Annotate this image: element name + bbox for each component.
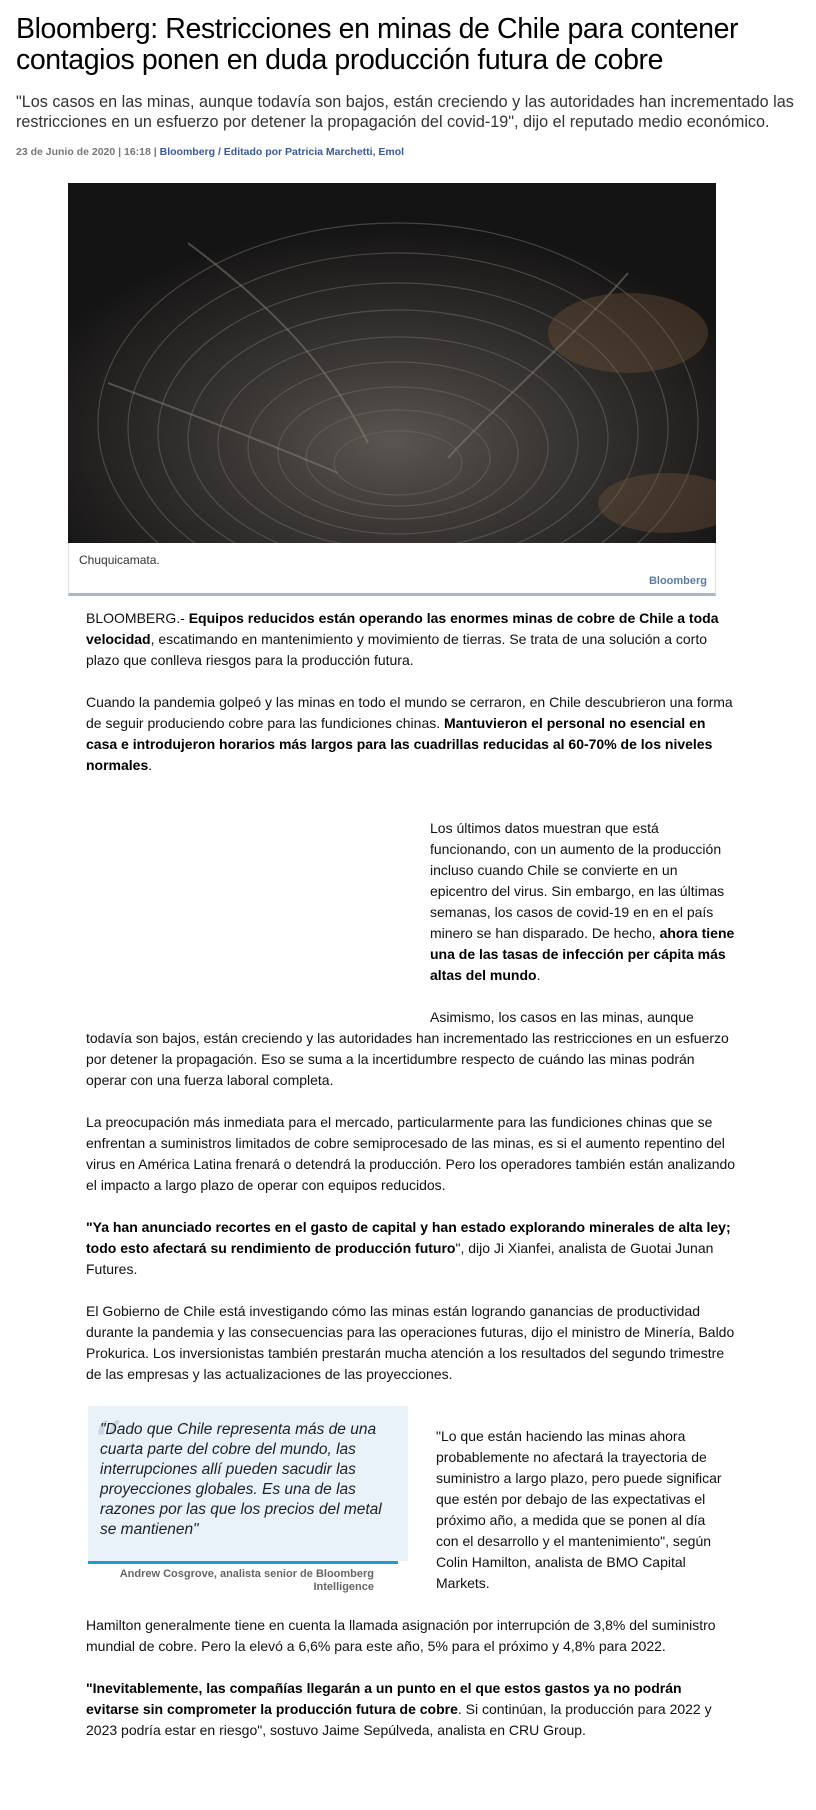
figure-credit: Bloomberg — [648, 575, 707, 587]
article-source-link[interactable]: Bloomberg / Editado por Patricia Marchetti, Emol — [159, 146, 405, 158]
quote-mark-icon: “ — [92, 1409, 123, 1479]
pullquote-author: Andrew Cosgrove, analista senior de Bloomberg Intelligence — [119, 1568, 374, 1593]
figure-caption-box — [68, 543, 716, 596]
page-title: Bloomberg: Restricciones en minas de Chile para contener contagios ponen en duda producción futura de cobre — [16, 13, 739, 76]
pullquote-text: "Dado que Chile representa más de una cuarta parte del cobre del mundo, las interrupciones allí pueden sacudir las proyecciones globales. Es una de las razones por las que los precios del metal se mantienen" — [100, 1421, 382, 1538]
paragraph-9: Hamilton generalmente tiene en cuenta la llamada asignación por interrupción de 3,8% del suministro mundial de cobre. Pero la elevó a 6,6% para este año, 5% para el próximo y 4,8% para 2022. — [86, 1617, 716, 1654]
article-lead: "Los casos en las minas, aunque todavía son bajos, están creciendo y las autoridades han incrementado las restricciones en un esfuerzo por detener la propagación del covid-19", dijo el reputado medio económico. — [16, 93, 794, 131]
mine-photo — [68, 183, 716, 543]
paragraph-6: "Ya han anunciado recortes en el gasto de capital y han estado explorando minerales de alta ley; todo esto afectará su rendimiento de producción futuro", dijo Ji Xianfei, analista de Guotai Junan Futures. — [86, 1219, 731, 1277]
paragraph-5: La preocupación más inmediata para el mercado, particularmente para las fundiciones chinas que se enfrentan a suministros limitados de cobre semiprocesado de las minas, es si el aumento repentino del virus en América Latina frenará o detendrá la producción. Pero los operadores también están analizando el impacto a largo plazo de operar con equipos reducidos. — [86, 1114, 736, 1193]
pullquote-underline — [88, 1561, 398, 1564]
figure-caption: Chuquicamata. — [79, 553, 160, 567]
pullquote-section — [86, 1406, 736, 1599]
byline — [16, 146, 800, 158]
paragraph-4: Asimismo, los casos en las minas, aunque todavía son bajos, están creciendo y las autoridades han incrementado las restricciones en un esfuerzo por detener la propagación. Eso se suma a la incertidumbre respecto de cuándo las minas podrán operar con una fuerza laboral completa. — [86, 1009, 729, 1088]
paragraph-7: El Gobierno de Chile está investigando cómo las minas están logrando ganancias de productividad durante la pandemia y las consecuencias para las operaciones futuras, dijo el ministro de Minería, Baldo Prokurica. Los inversionistas también prestarán mucha atención a los resultados del segundo trimestre de las empresas y las actualizaciones de las proyecciones. — [86, 1303, 735, 1382]
open-pit-mine-illustration — [68, 183, 716, 543]
paragraph-2: Cuando la pandemia golpeó y las minas en todo el mundo se cerraron, en Chile descubrieron una forma de seguir produciendo cobre para las fundiciones chinas. Mantuvieron el personal no esencial en casa e introdujeron horarios más largos para las cuadrillas reducidas al 60-70% de los niveles normales. — [86, 694, 733, 773]
article-figure — [68, 183, 716, 596]
article-body — [86, 608, 736, 1762]
paragraph-10: "Inevitablemente, las compañías llegarán a un punto en el que estos gastos ya no podrán evitarse sin comprometer la producción futura de cobre. Si continúan, la producción para 2022 y 2023 podría estar en riesgo", sostuvo Jaime Sepúlveda, analista en CRU Group. — [86, 1680, 712, 1738]
paragraph-1: BLOOMBERG.- Equipos reducidos están operando las enormes minas de cobre de Chile a toda velocidad, escatimando en mantenimiento y movimiento de tierras. Se trata de una solución a corto plazo que conlleva riesgos para la producción futura. — [86, 610, 719, 668]
article-header — [16, 0, 800, 158]
empty-ad-slot — [86, 818, 430, 1008]
paragraph-3: Los últimos datos muestran que está funcionando, con un aumento de la producción incluso cuando Chile se convierte en un epicentro del virus. Sin embargo, en las últimas semanas, los casos de covid-19 en en el país minero se han disparado. De hecho, ahora tiene una de las tasas de infección per cápita más altas del mundo. — [430, 820, 735, 983]
article-date: 23 de Junio de 2020 | 16:18 | — [16, 146, 157, 158]
pullquote-box — [88, 1406, 408, 1561]
paragraph-8: "Lo que están haciendo las minas ahora probablemente no afectará la trayectoria de suministro a largo plazo, pero puede significar que estén por debajo de las expectativas el próximo año, a medida que se ponen al día con el desarrollo y el mantenimiento", según Colin Hamilton, analista de BMO Capital Markets. — [436, 1428, 722, 1591]
